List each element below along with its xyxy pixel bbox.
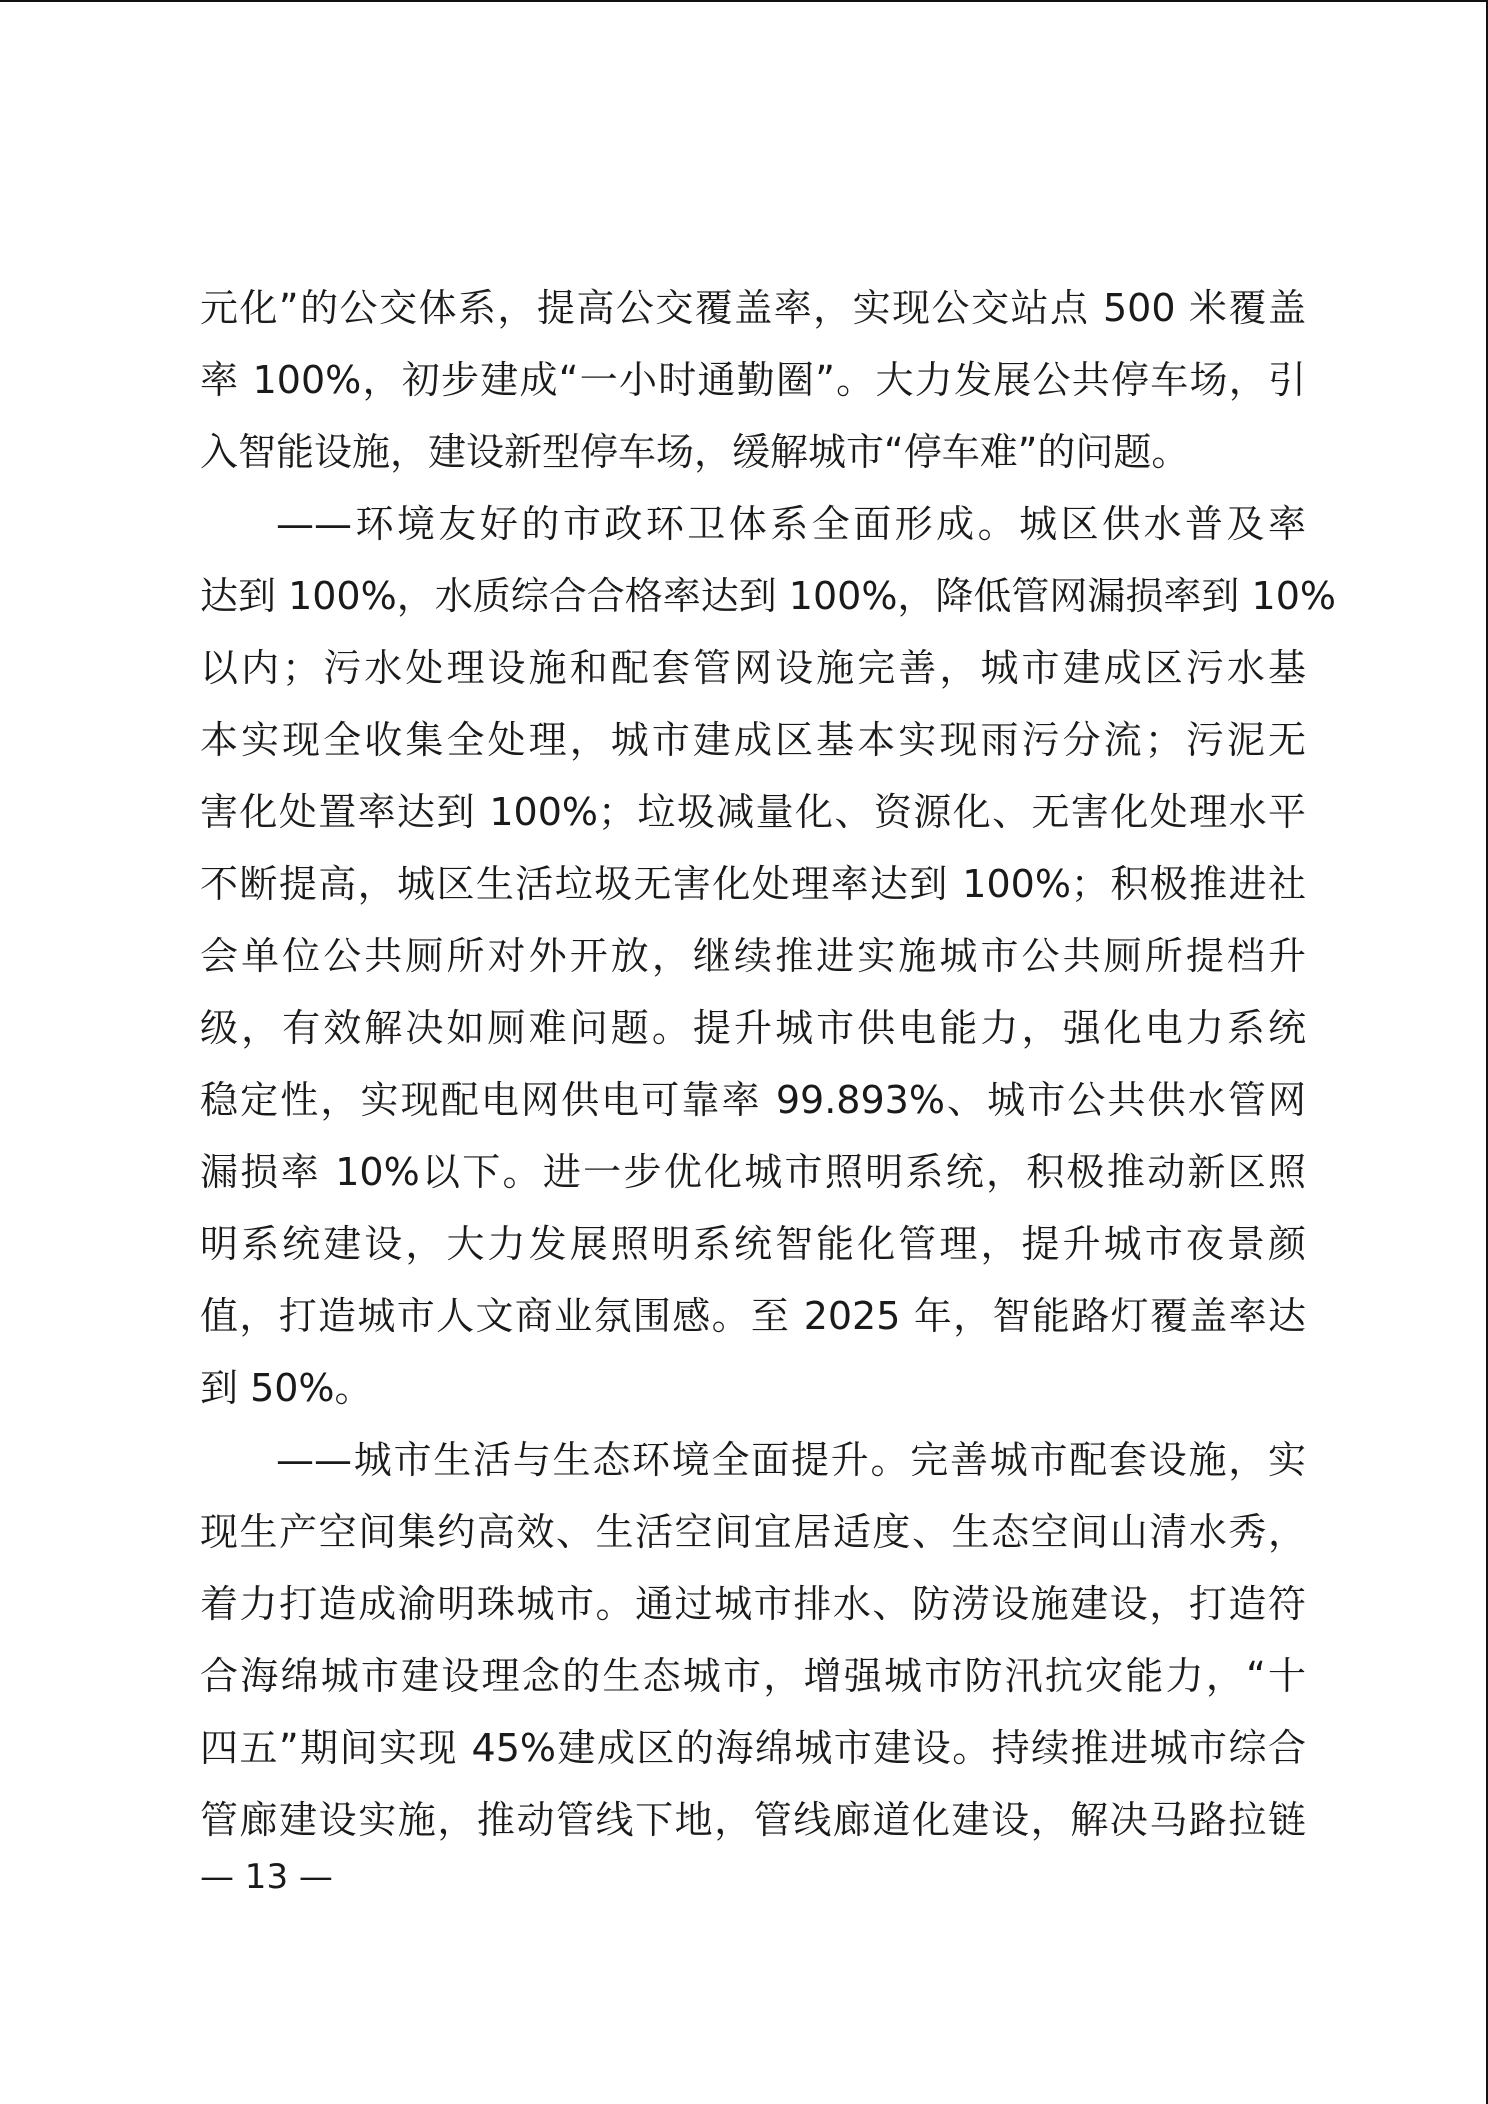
text-line: 漏损率 10%以下。进一步优化城市照明系统，积极推动新区照 — [200, 1150, 1306, 1194]
text-line: 达到 100%，水质综合合格率达到 100%，降低管网漏损率到 10% — [200, 574, 1336, 618]
text-line: 会单位公共厕所对外开放，继续推进实施城市公共厕所提档升 — [200, 934, 1306, 978]
body-text — [200, 272, 1336, 1856]
page-number: — 13 — — [200, 1857, 333, 1897]
text-line: 到 50%。 — [200, 1366, 373, 1410]
text-line: ——环境友好的市政环卫体系全面形成。城区供水普及率 — [276, 502, 1306, 546]
text-line: 以内；污水处理设施和配套管网设施完善，城市建成区污水基 — [200, 646, 1306, 690]
text-line: ——城市生活与生态环境全面提升。完善城市配套设施，实 — [276, 1438, 1306, 1482]
text-line: 合海绵城市建设理念的生态城市，增强城市防汛抗灾能力，“十 — [200, 1654, 1306, 1698]
text-line: 现生产空间集约高效、生活空间宜居适度、生态空间山清水秀， — [200, 1510, 1306, 1554]
text-line: 明系统建设，大力发展照明系统智能化管理，提升城市夜景颜 — [200, 1222, 1306, 1266]
text-line: 着力打造成渝明珠城市。通过城市排水、防涝设施建设，打造符 — [200, 1582, 1306, 1626]
text-line: 稳定性，实现配电网供电可靠率 99.893%、城市公共供水管网 — [200, 1078, 1306, 1122]
text-line: 值，打造城市人文商业氛围感。至 2025 年，智能路灯覆盖率达 — [200, 1294, 1306, 1338]
text-line: 不断提高，城区生活垃圾无害化处理率达到 100%；积极推进社 — [200, 862, 1306, 906]
text-line: 率 100%，初步建成“一小时通勤圈”。大力发展公共停车场，引 — [200, 358, 1306, 402]
text-line: 管廊建设实施，推动管线下地，管线廊道化建设，解决马路拉链 — [200, 1798, 1306, 1842]
text-line: 元化”的公交体系，提高公交覆盖率，实现公交站点 500 米覆盖 — [200, 286, 1306, 330]
text-line: 入智能设施，建设新型停车场，缓解城市“停车难”的问题。 — [200, 430, 1190, 474]
text-line: 本实现全收集全处理，城市建成区基本实现雨污分流；污泥无 — [200, 718, 1306, 762]
text-line: 级，有效解决如厕难问题。提升城市供电能力，强化电力系统 — [200, 1006, 1306, 1050]
text-line: 四五”期间实现 45%建成区的海绵城市建设。持续推进城市综合 — [200, 1726, 1306, 1770]
text-line: 害化处置率达到 100%；垃圾减量化、资源化、无害化处理水平 — [200, 790, 1306, 834]
page-top-border — [0, 0, 1488, 2]
